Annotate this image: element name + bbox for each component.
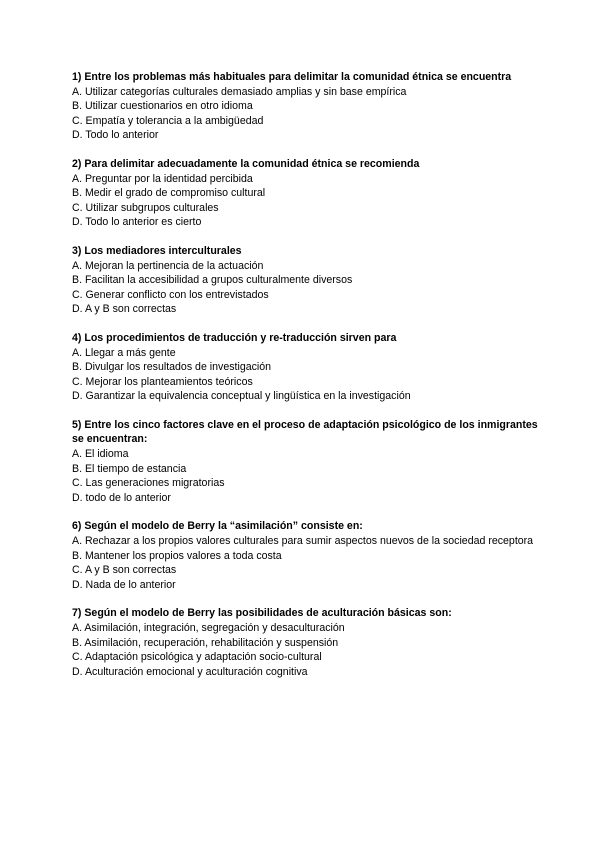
option-d: D. A y B son correctas	[72, 303, 177, 316]
question-4	[72, 331, 542, 404]
question-title: 3) Los mediadores interculturales	[72, 244, 242, 257]
question-title: 7) Según el modelo de Berry las posibilidades de aculturación básicas son:	[72, 607, 452, 620]
question-7	[72, 606, 542, 679]
option-a: A. Mejoran la pertinencia de la actuación	[72, 259, 264, 272]
option-a: A. Asimilación, integración, segregación y desaculturación	[72, 622, 345, 634]
question-title: 2) Para delimitar adecuadamente la comunidad étnica se recomienda	[72, 157, 420, 170]
option-c: C. Mejorar los planteamientos teóricos	[72, 375, 253, 388]
option-d: D. Aculturación emocional y aculturación cognitiva	[72, 665, 308, 678]
option-b: B. Asimilación, recuperación, rehabilitación y suspensión	[72, 636, 339, 649]
option-a: A. El idioma	[72, 448, 129, 461]
option-b: B. El tiempo de estancia	[72, 462, 187, 475]
question-title: 5) Entre los cinco factores clave en el proceso de adaptación psicológico de los inmigrantes se encuentran:	[72, 418, 538, 446]
option-d: D. Todo lo anterior	[72, 129, 159, 142]
option-d: D. todo de lo anterior	[72, 491, 171, 504]
option-c: C. Generar conflicto con los entrevistados	[72, 288, 269, 301]
question-list	[72, 70, 542, 693]
option-a: A. Llegar a más gente	[72, 346, 176, 359]
option-d: D. Garantizar la equivalencia conceptual y lingüística en la investigación	[72, 390, 411, 403]
option-a: A. Utilizar categorías culturales demasiado amplias y sin base empírica	[72, 85, 407, 98]
question-6	[72, 519, 542, 592]
option-b: B. Medir el grado de compromiso cultural	[72, 187, 266, 200]
question-title: 1) Entre los problemas más habituales para delimitar la comunidad étnica se encuentra	[72, 71, 512, 83]
option-a: A. Preguntar por la identidad percibida	[72, 172, 253, 185]
option-c: C. Empatía y tolerancia a la ambigüedad	[72, 114, 264, 127]
option-b: B. Divulgar los resultados de investigación	[72, 361, 272, 374]
option-b: B. Utilizar cuestionarios en otro idioma	[72, 100, 253, 113]
question-title: 6) Según el modelo de Berry la “asimilación” consiste en:	[72, 520, 363, 533]
question-3	[72, 244, 542, 317]
option-b: B. Mantener los propios valores a toda costa	[72, 549, 282, 562]
option-c: C. Las generaciones migratorias	[72, 477, 225, 490]
option-c: C. A y B son correctas	[72, 564, 177, 577]
option-a: A. Rechazar a los propios valores culturales para sumir aspectos nuevos de la sociedad receptora	[72, 535, 534, 548]
option-b: B. Facilitan la accesibilidad a grupos culturalmente diversos	[72, 274, 353, 287]
question-5	[72, 418, 542, 506]
option-d: D. Todo lo anterior es cierto	[72, 216, 202, 229]
option-c: C. Adaptación psicológica y adaptación socio-cultural	[72, 651, 322, 664]
option-d: D. Nada de lo anterior	[72, 578, 176, 591]
question-1	[72, 70, 542, 143]
question-2	[72, 157, 542, 230]
question-title: 4) Los procedimientos de traducción y re-traducción sirven para	[72, 331, 397, 344]
option-c: C. Utilizar subgrupos culturales	[72, 201, 219, 214]
